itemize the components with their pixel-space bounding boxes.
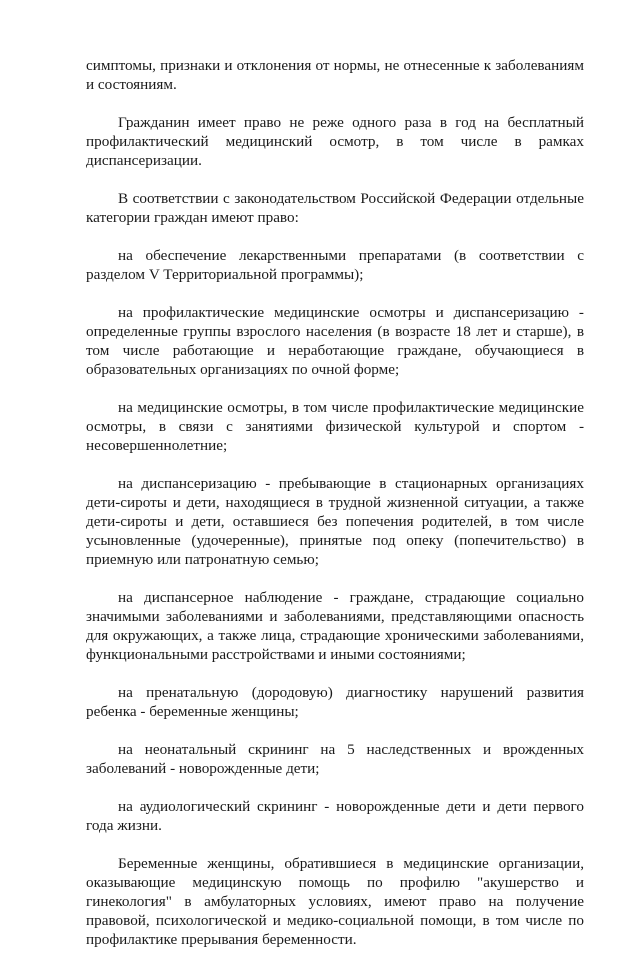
paragraph-orphans-screening: на диспансеризацию - пребывающие в стационарных организациях дети-сироты и дети, находящиеся в трудной жизненной ситуации, а также дети-сироты и дети, оставшиеся без попечения родителей, в том числе усыновленные (удочеренные), принятые под опеку (попечительство) в приемную или патронатную семью; — [86, 475, 584, 568]
paragraph-pregnant-women-help: Беременные женщины, обратившиеся в медицинские организации, оказывающие медицинскую помощь по профилю "акушерство и гинекология" в амбулаторных условиях, имеют право на получение правовой, психологической и медико-социальной помощи, в том числе по профилактике прерывания беременности. — [86, 855, 584, 948]
paragraph-dispensary-observation: на диспансерное наблюдение - граждане, страдающие социально значимыми заболеваниями и заболеваниями, представляющими опасность для окружающих, а также лица, страдающие хроническими заболеваниями, функциональными расстройствами и иными состояниями; — [86, 589, 584, 663]
paragraph-sports-checkups: на медицинские осмотры, в том числе профилактические медицинские осмотры, в связи с занятиями физической культурой и спортом - несовершеннолетние; — [86, 399, 584, 454]
paragraph-prenatal-diagnostics: на пренатальную (дородовую) диагностику нарушений развития ребенка - беременные женщины; — [86, 684, 584, 720]
paragraph-continuation: симптомы, признаки и отклонения от нормы, не отнесенные к заболеваниям и состояниям. — [86, 57, 584, 93]
document-page — [86, 56, 584, 968]
paragraph-annual-checkup: Гражданин имеет право не реже одного раза в год на бесплатный профилактический медицинский осмотр, в том числе в рамках диспансеризации. — [86, 114, 584, 169]
paragraph-adult-checkups: на профилактические медицинские осмотры и диспансеризацию - определенные группы взрослого населения (в возрасте 18 лет и старше), в том числе работающие и неработающие граждане, обучающиеся в образовательных организациях по очной форме; — [86, 304, 584, 378]
paragraph-medications: на обеспечение лекарственными препаратами (в соответствии с разделом V Территориальной программы); — [86, 247, 584, 283]
paragraph-neonatal-screening: на неонатальный скрининг на 5 наследственных и врожденных заболеваний - новорожденные дети; — [86, 741, 584, 777]
paragraph-audiological-screening: на аудиологический скрининг - новорожденные дети и дети первого года жизни. — [86, 798, 584, 834]
paragraph-categories-intro: В соответствии с законодательством Российской Федерации отдельные категории граждан имеют право: — [86, 190, 584, 226]
